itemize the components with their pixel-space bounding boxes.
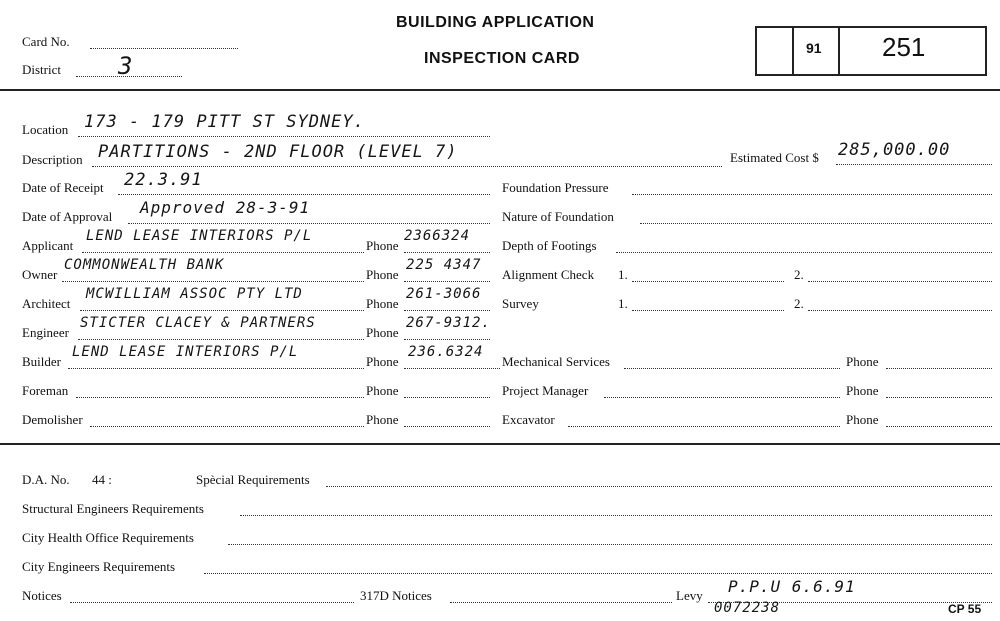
applicant-phone-field — [404, 252, 490, 253]
applicant-phone-label: Phone — [366, 238, 399, 253]
title-line-1: BUILDING APPLICATION — [396, 14, 595, 31]
owner-field — [62, 281, 364, 282]
engineer-phone-field — [404, 339, 490, 340]
alignment-check-num1: 1. — [618, 267, 628, 282]
architect-phone-label: Phone — [366, 296, 399, 311]
date-receipt-label: Date of Receipt — [22, 180, 104, 195]
notices-label: Notices — [22, 588, 62, 603]
applicant-value: LEND LEASE INTERIORS P/L — [86, 228, 313, 244]
card-number-box — [755, 26, 987, 76]
district-label: District — [22, 62, 61, 77]
foundation-pressure-label: Foundation Pressure — [502, 180, 609, 195]
demolisher-phone-label: Phone — [366, 412, 399, 427]
alignment-check-field-1 — [632, 281, 784, 282]
header-rule — [0, 89, 1000, 91]
nature-of-foundation-field — [640, 223, 992, 224]
description-value: PARTITIONS - 2ND FLOOR (LEVEL 7) — [98, 142, 458, 162]
mechanical-phone-label: Phone — [846, 354, 879, 369]
builder-phone-label: Phone — [366, 354, 399, 369]
ref-number: 0072238 — [714, 600, 781, 616]
date-receipt-value: 22.3.91 — [124, 170, 203, 190]
alignment-check-num2: 2. — [794, 267, 804, 282]
card-no-label: Card No. — [22, 34, 70, 49]
architect-phone-value: 261-3066 — [406, 286, 482, 302]
owner-value: COMMONWEALTH BANK — [64, 257, 225, 273]
estimated-cost-field — [836, 164, 992, 165]
health-requirements-field — [228, 544, 992, 545]
mechanical-services-field — [624, 368, 840, 369]
structural-requirements-label: Structural Engineers Requirements — [22, 501, 204, 516]
foreman-label: Foreman — [22, 383, 69, 398]
date-approval-field — [128, 223, 490, 224]
notices-317d-label: 317D Notices — [360, 588, 432, 603]
box-divider-2 — [838, 26, 840, 74]
architect-phone-field — [404, 310, 490, 311]
description-label: Description — [22, 152, 83, 167]
owner-phone-label: Phone — [366, 267, 399, 282]
survey-num2: 2. — [794, 296, 804, 311]
form-code: CP 55 — [948, 602, 982, 616]
project-manager-phone-label: Phone — [846, 383, 879, 398]
architect-field — [80, 310, 364, 311]
location-label: Location — [22, 122, 69, 137]
date-receipt-field — [118, 194, 490, 195]
engineer-label: Engineer — [22, 325, 69, 340]
alignment-check-field-2 — [808, 281, 992, 282]
nature-of-foundation-label: Nature of Foundation — [502, 209, 614, 224]
owner-phone-field — [404, 281, 490, 282]
mechanical-services-label: Mechanical Services — [502, 354, 610, 369]
box-divider-1 — [792, 26, 794, 74]
project-manager-phone-field — [886, 397, 992, 398]
survey-label: Survey — [502, 296, 539, 311]
demolisher-phone-field — [404, 426, 490, 427]
location-field — [78, 136, 490, 137]
engineer-field — [78, 339, 364, 340]
special-requirements-label: Spècial Requirements — [196, 472, 310, 487]
survey-num1: 1. — [618, 296, 628, 311]
da-no-value: 44 : — [92, 472, 112, 487]
box-number: 251 — [882, 32, 926, 62]
estimated-cost-value: 285,000.00 — [838, 140, 951, 160]
project-manager-label: Project Manager — [502, 383, 589, 398]
builder-field — [68, 368, 364, 369]
engineer-phone-label: Phone — [366, 325, 399, 340]
builder-value: LEND LEASE INTERIORS P/L — [72, 344, 299, 360]
excavator-label: Excavator — [502, 412, 555, 427]
builder-phone-value: 236.6324 — [408, 344, 484, 360]
levy-label: Levy — [676, 588, 703, 603]
description-field — [92, 166, 722, 167]
applicant-field — [82, 252, 364, 253]
date-approval-value: Approved 28-3-91 — [140, 198, 311, 217]
middle-rule — [0, 443, 1000, 445]
notices-field — [70, 602, 354, 603]
estimated-cost-label: Estimated Cost $ — [730, 150, 819, 165]
demolisher-field — [90, 426, 364, 427]
applicant-label: Applicant — [22, 238, 74, 253]
location-value: 173 - 179 PITT ST SYDNEY. — [84, 112, 365, 132]
card-no-field — [90, 48, 238, 49]
depth-of-footings-field — [616, 252, 992, 253]
survey-field-2 — [808, 310, 992, 311]
foreman-phone-label: Phone — [366, 383, 399, 398]
engineer-value: STICTER CLACEY & PARTNERS — [80, 315, 316, 331]
architect-label: Architect — [22, 296, 71, 311]
health-requirements-label: City Health Office Requirements — [22, 530, 194, 545]
box-code: 91 — [806, 40, 822, 56]
builder-phone-field — [404, 368, 500, 369]
architect-value: MCWILLIAM ASSOC PTY LTD — [86, 286, 303, 302]
survey-field-1 — [632, 310, 784, 311]
alignment-check-label: Alignment Check — [502, 267, 595, 282]
district-value: 3 — [118, 52, 134, 80]
excavator-phone-label: Phone — [846, 412, 879, 427]
builder-label: Builder — [22, 354, 61, 369]
excavator-phone-field — [886, 426, 992, 427]
depth-of-footings-label: Depth of Footings — [502, 238, 597, 253]
date-approval-label: Date of Approval — [22, 209, 113, 224]
applicant-phone-value: 2366324 — [404, 228, 471, 244]
foreman-phone-field — [404, 397, 490, 398]
foundation-pressure-field — [632, 194, 992, 195]
excavator-field — [568, 426, 840, 427]
levy-value: P.P.U 6.6.91 — [728, 577, 856, 596]
mechanical-phone-field — [886, 368, 992, 369]
city-engineers-requirements-field — [204, 573, 992, 574]
engineer-phone-value: 267-9312. — [406, 315, 491, 331]
city-engineers-requirements-label: City Engineers Requirements — [22, 559, 176, 574]
demolisher-label: Demolisher — [22, 412, 83, 427]
title-line-2: INSPECTION CARD — [424, 50, 580, 67]
owner-label: Owner — [22, 267, 58, 282]
structural-requirements-field — [240, 515, 992, 516]
special-requirements-field — [326, 486, 992, 487]
foreman-field — [76, 397, 364, 398]
da-no-label: D.A. No. — [22, 472, 70, 487]
notices-317d-field — [450, 602, 672, 603]
project-manager-field — [604, 397, 840, 398]
owner-phone-value: 225 4347 — [406, 257, 482, 273]
